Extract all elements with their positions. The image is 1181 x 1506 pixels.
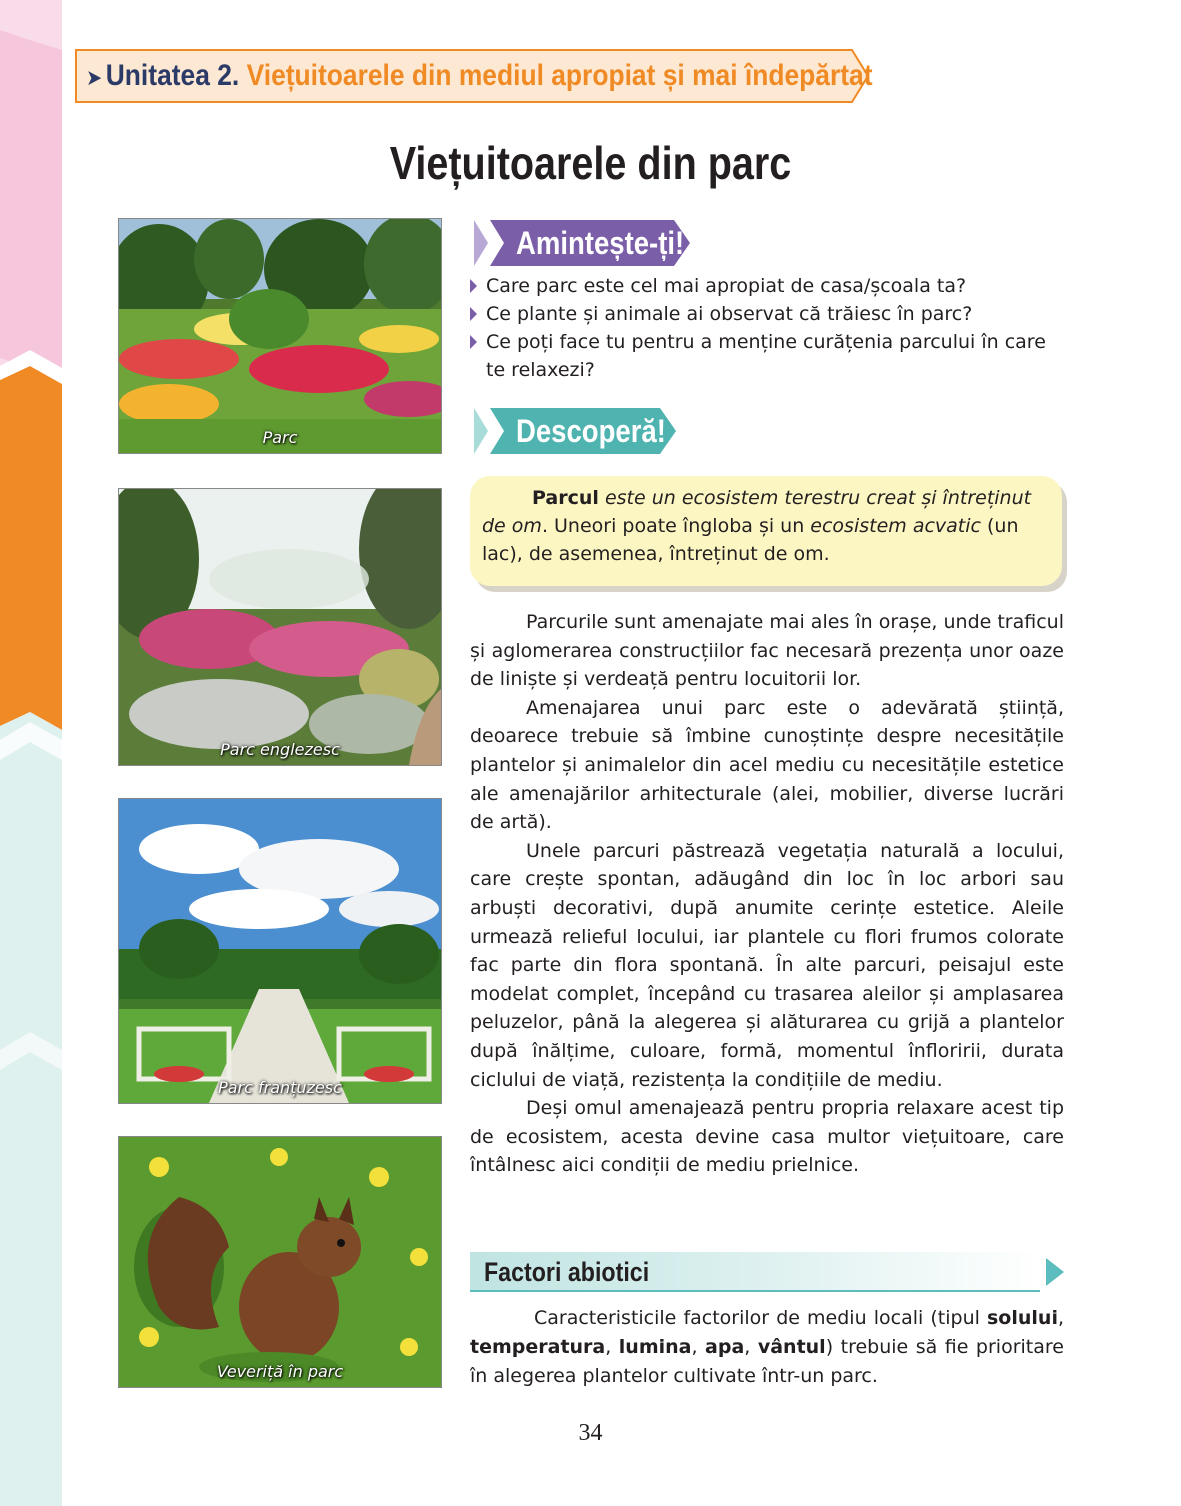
photo-caption: Veveriță în parc [216, 1362, 344, 1381]
bullet-icon [470, 307, 477, 321]
photo-french-park [118, 798, 442, 1104]
paragraph: Parcurile sunt amenajate mai ales în orașe, unde traficul și aglomerarea construcțiilor fac necesară prezența unor oaze de liniște și verdeață pentru locuitorii lor. [470, 611, 1064, 691]
factors-title: Factori abiotici [484, 1257, 650, 1287]
paragraph: Amenajarea unui parc este o adevărată știință, deoarece trebuie să îmbine cunoștințe despre necesitățile plantelor și animalelor din acel mediu cu necesitățile estetice ale amenajărilor arhitecturale (alei, mobilier, diverse lucrări de artă). [470, 696, 1064, 834]
photo-caption: Parc franțuzesc [218, 1078, 342, 1097]
photo-park [118, 218, 442, 454]
list-item: Ce poți face tu pentru a menține curățenia parcului în care te relaxezi? [470, 328, 1065, 384]
unit-title: Viețuitoarele din mediul apropiat și mai îndepărtat [246, 59, 873, 92]
photo-caption: Parc [262, 428, 298, 447]
photo-caption: Parc englezesc [220, 740, 340, 759]
bullet-icon [470, 279, 477, 293]
body-text [470, 608, 1064, 1180]
paragraph: Unele parcuri păstrează vegetația naturală a locului, care crește spontan, adăugând din loc în loc arbori sau arbuști decorativi, după anumite cerințe estetice. Aleile urmează relieful locului, iar plantele cu flori frumos colorate fac parte din flora spontană. În alte parcuri, peisajul este modelat complet, începând cu trasarea aleilor și amplasarea peluzelor, până la alegerea și alăturarea cu grijă a plantelor după înălțime, culoare, formă, momentul înfloririi, durata ciclului de viață, rezistența la condițiile de mediu. [470, 839, 1064, 1091]
paragraph: Deși omul amenajează pentru propria relaxare acest tip de ecosistem, acesta devine casa multor viețuitoare, care întâlnesc aici condiții de mediu prielnice. [470, 1097, 1064, 1177]
page-number: 34 [578, 1420, 603, 1446]
discover-header [470, 408, 680, 454]
photo-english-park [118, 488, 442, 766]
discover-title: Descoperă! [516, 413, 666, 449]
list-item: Care parc este cel mai apropiat de casa/școala ta? [470, 272, 1065, 300]
remember-header [470, 220, 692, 266]
side-decoration [0, 0, 62, 1506]
photo-squirrel [118, 1136, 442, 1388]
chevron-right-icon: ➤ [86, 65, 103, 90]
definition-box: Parcul este un ecosistem terestru creat și întreținut de om. Uneori poate îngloba și un ecosistem acvatic (un lac), de asemenea, întreținut de om. [470, 476, 1062, 586]
list-item: Ce plante și animale ai observat că trăiesc în parc? [470, 300, 1065, 328]
bullet-icon [470, 335, 477, 349]
definition-term: Parcul [532, 487, 599, 509]
unit-label: Unitatea 2. [105, 59, 240, 92]
page-title: Viețuitoarele din parc [389, 137, 792, 189]
remember-title: Amintește-ți! [516, 225, 685, 261]
unit-heading [86, 52, 873, 100]
factors-text: Caracteristicile factorilor de mediu locali (tipul solului, temperatura, lumina, apa, vântul) trebuie să fie prioritare în alegerea plantelor cultivate într-un parc. [470, 1307, 1064, 1387]
definition-text: este un ecosistem terestru creat și întreținut de om [482, 487, 1032, 537]
remember-list [470, 272, 1065, 384]
